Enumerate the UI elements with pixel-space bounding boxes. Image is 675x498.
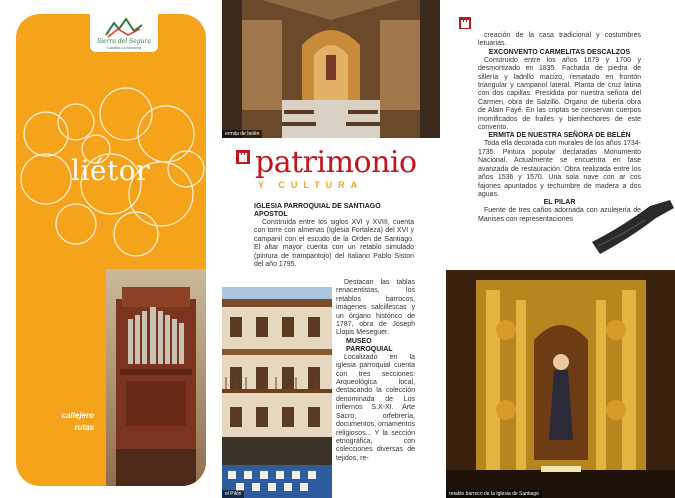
organ-illustration: [106, 269, 206, 486]
museo-heading: MUSEO PARROQUIAL: [346, 337, 393, 353]
organ-photo: [106, 269, 206, 486]
iglesia-heading: IGLESIA PARROQUIAL DE SANTIAGO APOSTOL: [254, 203, 381, 218]
menu-item-rutas[interactable]: rutas: [74, 423, 94, 432]
brand-logo: [90, 14, 158, 52]
ermita-caption: ermita de belén: [222, 130, 262, 138]
ermita-photo: [222, 0, 440, 138]
right-column: [478, 32, 641, 224]
mountain-logo-icon: [104, 17, 144, 39]
museo-paragraph-1: Localizado en la iglesia parroquial cuenta con tres secciones: Arqueológica local, destacando la colección denominada de Los infiernos S.X-XI. Arte Sacro, orfebrería, documentos, ornamentos religiosos... Y la sección etnográfica, con colecciones diversas de tejidos, re-: [336, 353, 415, 462]
left-panel: [16, 14, 206, 486]
castle-icon: [236, 150, 250, 164]
retablo-caption: retablo barroco de la Iglesia de Santiago: [446, 490, 542, 498]
convento-paragraph: Construido entre los años 1679 y 1700 y desmortizado en 1835. Fachada de piedra de sillería y ladrillo macizo, rematado en frontón triangular y campanol lateral. Planta de cruz latina con dos capillas. Presidida por nuestra señora del Carmen, obra de Salzillo. Organo de tubería obra de Alain Fayé. En las criptas se conservan cuerpos momificados de frailes y bienhechores de este convento.: [478, 56, 641, 132]
retablo-photo: [446, 270, 675, 498]
page-title: patrimonio: [255, 145, 417, 180]
town-name: liétor: [71, 154, 150, 187]
iglesia-paragraph-2: Destacan las tablas renacentistas, los retablos barrocos, imágenes salcillescas y un órgano histórico de 1787, obra de Joseph Llopis Meseguer.: [336, 279, 415, 337]
menu-item-callejero[interactable]: callejero: [61, 411, 94, 420]
church-interior-illustration: [222, 0, 440, 138]
museo-section: [336, 279, 415, 463]
pilon-photo: [222, 287, 332, 498]
iglesia-section: [254, 203, 414, 269]
pilon-caption: el Pilón: [222, 490, 244, 498]
pilar-heading: EL PILAR: [543, 199, 576, 207]
iglesia-paragraph-1: Construida entre los siglos XVI y XVIII, cuenta con torre con almenas (Iglesia Fortaleza) del XVI y campanil con el escudo de la Orden de Santiago. El altar mayor cuenta con un retablo simulado (pintura de trampantojo) del italiano Pablo Sistori del año 1795.: [254, 219, 414, 269]
baroque-altarpiece-illustration: [446, 270, 675, 498]
ermita-heading: ERMITA DE NUESTRA SEÑORA DE BELÉN: [488, 132, 631, 140]
castle-icon-right: [459, 17, 471, 29]
page-subtitle: Y CULTURA: [258, 180, 364, 190]
iron-spur-icon: [590, 198, 675, 258]
logo-text: Sierra del Segura: [97, 38, 151, 45]
convento-heading: EXCONVENTO CARMELITAS DESCALZOS: [488, 48, 631, 56]
ermita-paragraph: Toda ella decorada con murales de los años 1734-1735. Pintura popular declaradas Monumento Nacional. Actualmente se encuentra en fase avanzada de restauración. Obra realizada entre los años 1536 y 1570. Una sola nave con ar cos fajones apuntados y techumbre de madera a dos aguas.: [478, 140, 641, 198]
balcony-building-illustration: [222, 287, 332, 498]
logo-subtext: Castilla-La Mancha: [106, 45, 142, 50]
left-menu: [34, 410, 94, 434]
pilar-paragraph: Fuente de tres caños adornada con azulejería de Manises con representaciones: [478, 207, 641, 223]
right-intro: creación de la casa tradicional y costumbres letuarias.: [478, 32, 641, 48]
